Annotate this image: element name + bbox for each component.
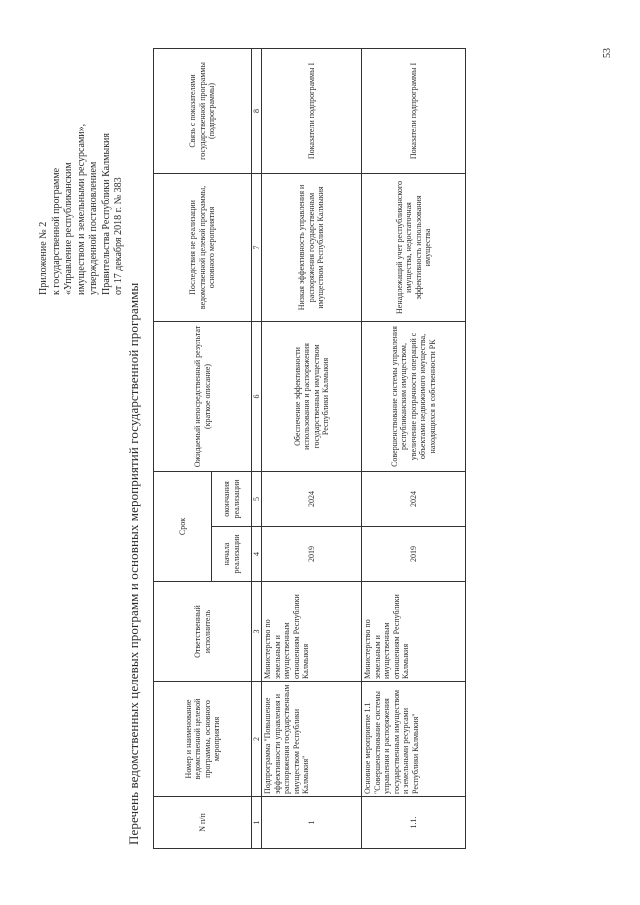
row-result: Обеспечение эффективности использования и распоряжения государственным имуществом Республики Калмыкия [262,321,362,471]
header-term: Срок [154,471,212,581]
column-numbers-row [252,48,262,848]
header-start: начала реализации [212,527,252,582]
column-number: 7 [252,173,262,321]
row-start: 2019 [362,527,466,582]
header-result: Ожидаемый непосредственный результат (краткое описание) [154,321,252,471]
row-consequences: Ненадлежащий учет республиканского имущества, недостаточная эффективность использования имущества [362,173,466,321]
row-link: Показатели подпрограммы I [362,48,466,173]
row-number: 1 [262,797,362,849]
column-number: 2 [252,682,262,797]
row-executor: Министерство по земельным и имущественным отношениям Республики Калмыкия [362,582,466,682]
header-n: N п/п [154,797,252,849]
appendix-line: к государственной программе [50,167,62,295]
row-number: 1.1. [362,797,466,849]
column-number: 4 [252,527,262,582]
appendix-line: от 17 декабря 2018 г. № 383 [113,177,124,295]
appendix-line: Правительства Республики Калмыкия [100,132,112,295]
header-consequences: Последствия не реализации ведомственной целевой программы, основного мероприятия [154,173,252,321]
column-number: 5 [252,471,262,526]
table-row [262,48,362,848]
document-title: Перечень ведомственных целевых программ и основных мероприятий государственной программы [126,282,141,845]
appendix-line: «Управление республиканским [63,162,74,295]
header-end: окончания реализации [212,471,252,526]
appendix-line: имуществом и земельными ресурсами», [75,123,87,295]
row-start: 2019 [262,527,362,582]
header-name: Номер и наименование ведомственной целевой программы, основного мероприятия [154,682,252,797]
column-number: 1 [252,797,262,849]
row-consequences: Низкая эффективность управления и распоряжения государственным имуществом Республики Калмыкия [262,173,362,321]
header-link: Связь с показателями государственной программы (подпрограммы) [154,48,252,173]
header-executor: Ответственный исполнитель [154,582,252,682]
row-name: Основное мероприятие 1.1 "Совершенствование системы управления и распоряжения государственным имуществом и земельными ресурсами Республики Калмыкия" [362,682,466,797]
row-end: 2024 [362,471,466,526]
column-number: 3 [252,582,262,682]
row-name: Подпрограмма "Повышение эффективности управления и распоряжения государственным имуществом Республики Калмыкия" [262,682,362,797]
column-number: 8 [252,48,262,173]
row-executor: Министерство по земельным и имущественным отношениям Республики Калмыкия [262,582,362,682]
row-link: Показатели подпрограммы I [262,48,362,173]
appendix-block [38,25,126,295]
appendix-line: Приложение № 2 [38,221,49,295]
column-number: 6 [252,321,262,471]
row-end: 2024 [262,471,362,526]
row-result: Совершенствование системы управления республиканским имуществом, увеличение прозрачности операций с объектами недвижимого имущества, находящихся в собственности РК [362,321,466,471]
programs-table [153,48,466,849]
page-number: 53 [602,48,613,58]
table-row [362,48,466,848]
appendix-line: утвержденной постановлением [88,161,99,295]
